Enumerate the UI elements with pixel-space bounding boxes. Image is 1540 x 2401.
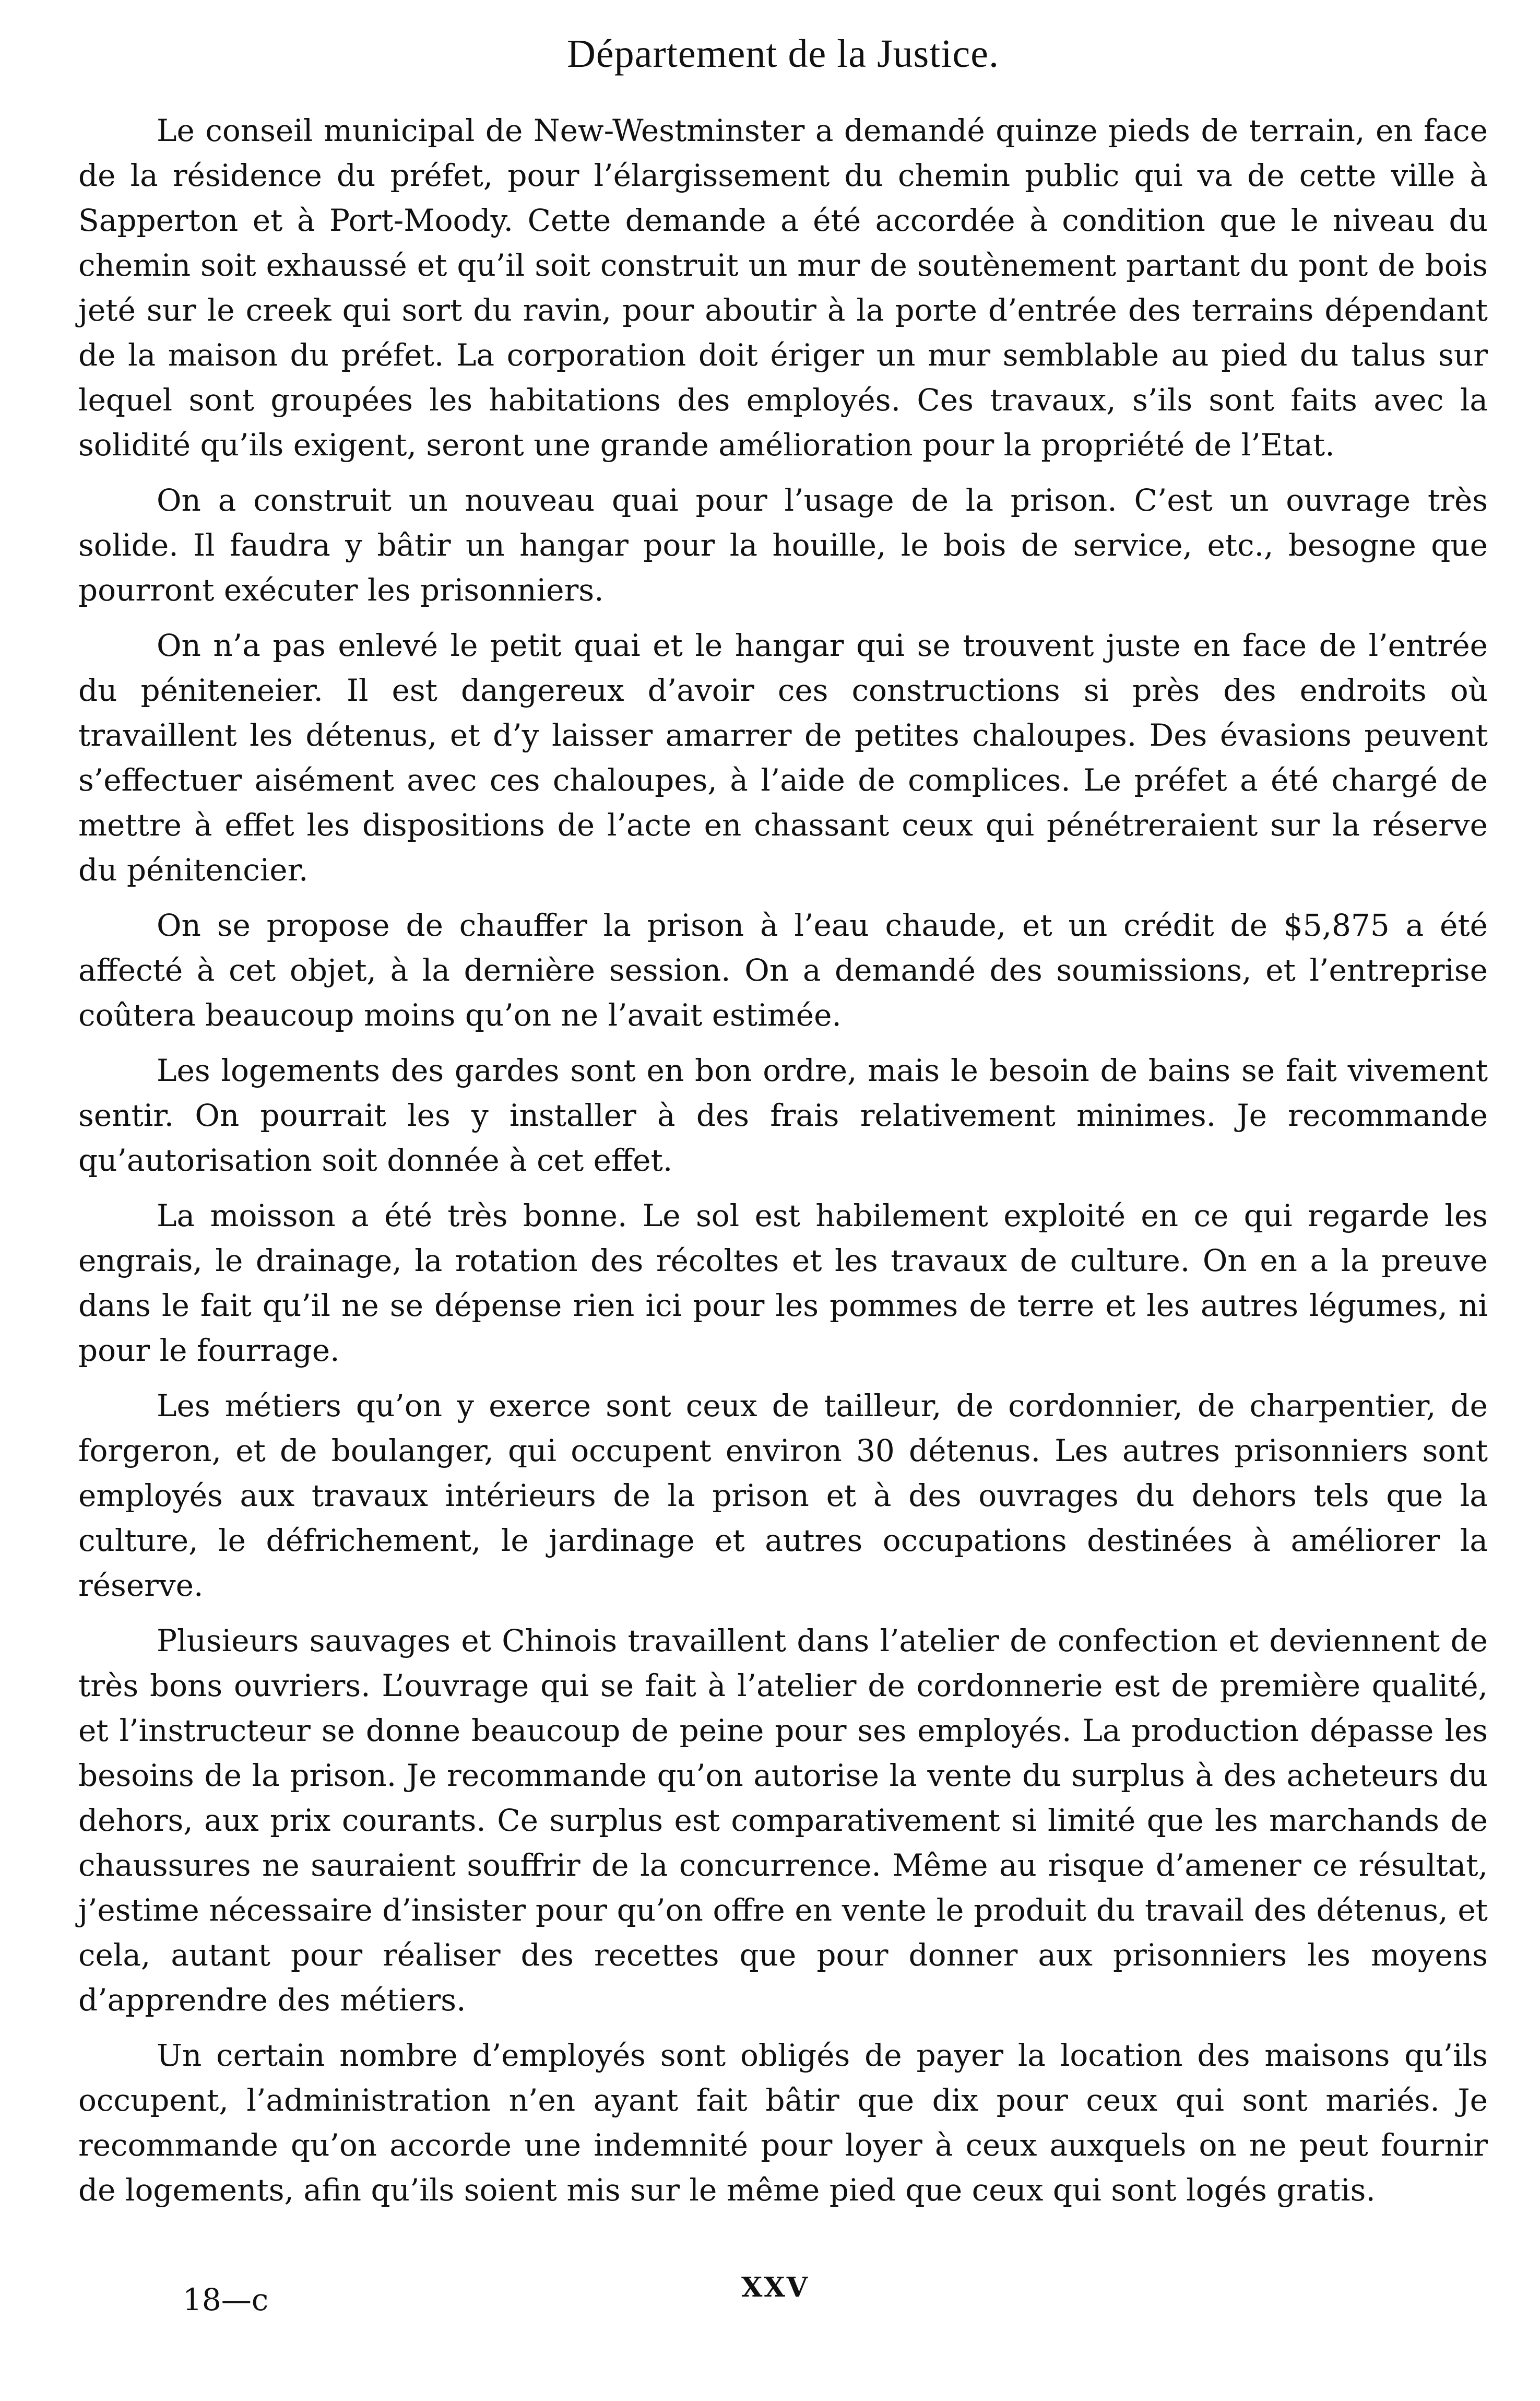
- page-number: XXV: [741, 2271, 810, 2303]
- paragraph-employee-housing: Un certain nombre d’employés sont obligés de payer la location des maisons qu’ils occupent, l’administration n’en ayant fait bâtir que dix pour ceux qui sont mariés. Je recommande qu’on accorde une indemnité pour loyer à ceux auxquels on ne peut fournir de logements, afin qu’ils soient mis sur le même pied que ceux qui sont logés gratis.: [78, 2038, 1488, 2208]
- document-page: [78, 31, 1488, 2317]
- paragraph-trades: Les métiers qu’on y exerce sont ceux de tailleur, de cordonnier, de charpentier, de forgeron, et de boulanger, qui occupent environ 30 détenus. Les autres prisonniers sont employés aux travaux intérieurs de la prison et à des ouvrages du dehors tels que la culture, le défrichement, le jardinage et autres occupations destinées à améliorer la réserve.: [78, 1388, 1488, 1603]
- page-title: Département de la Justice.: [567, 32, 999, 76]
- paragraph-guard-housing: Les logements des gardes sont en bon ordre, mais le besoin de bains se fait vivement sentir. On pourrait les y installer à des frais relativement minimes. Je recommande qu’autorisation soit donnée à cet effet.: [78, 1053, 1488, 1178]
- paragraph-heating: On se propose de chauffer la prison à l’eau chaude, et un crédit de $5,875 a été affecté à cet objet, à la dernière session. On a demandé des soumissions, et l’entreprise coûtera beaucoup moins qu’on ne l’avait estimée.: [78, 908, 1488, 1033]
- signature-mark: 18—c: [183, 2282, 269, 2317]
- page-footer: [78, 2271, 1488, 2376]
- paragraph-workshops: Plusieurs sauvages et Chinois travaillent dans l’atelier de confection et deviennent de très bons ouvriers. L’ouvrage qui se fait à l’atelier de cordonnerie est de première qualité, et l’instructeur se donne beaucoup de peine pour ses employés. La production dépasse les besoins de la prison. Je recommande qu’on autorise la vente du surplus à des acheteurs du dehors, aux prix courants. Ce surplus est comparativement si limité que les marchands de chaussures ne sauraient souffrir de la concurrence. Même au risque d’amener ce résultat, j’estime nécessaire d’insister pour qu’on offre en vente le produit du travail des détenus, et cela, autant pour réaliser des recettes que pour donner aux prisonniers les moyens d’apprendre des métiers.: [78, 1623, 1488, 2018]
- paragraph-old-wharf: On n’a pas enlevé le petit quai et le hangar qui se trouvent juste en face de l’entrée du péniteneier. Il est dangereux d’avoir ces constructions si près des endroits où travaillent les détenus, et d’y laisser amarrer de petites chaloupes. Des évasions peuvent s’effectuer aisément avec ces chaloupes, à l’aide de complices. Le préfet a été chargé de mettre à effet les dispositions de l’acte en chassant ceux qui pénétreraient sur la réserve du pénitencier.: [78, 628, 1488, 888]
- paragraph-new-wharf: On a construit un nouveau quai pour l’usage de la prison. C’est un ouvrage très solide. Il faudra y bâtir un hangar pour la houille, le bois de service, etc., besogne que pourront exécuter les prisonniers.: [78, 482, 1488, 608]
- paragraph-road-widening: Le conseil municipal de New-Westminster a demandé quinze pieds de terrain, en face de la résidence du préfet, pour l’élargissement du chemin public qui va de cette ville à Sapperton et à Port-Moody. Cette demande a été accordée à condition que le niveau du chemin soit exhaussé et qu’il soit construit un mur de soutènement partant du pont de bois jeté sur le creek qui sort du ravin, pour aboutir à la porte d’entrée des terrains dépendant de la maison du préfet. La corporation doit ériger un mur semblable au pied du talus sur lequel sont groupées les habitations des employés. Ces travaux, s’ils sont faits avec la solidité qu’ils exigent, seront une grande amélioration pour la propriété de l’Etat.: [78, 113, 1488, 463]
- paragraph-harvest: La moisson a été très bonne. Le sol est habilement exploité en ce qui regarde les engrais, le drainage, la rotation des récoltes et les travaux de culture. On en a la preuve dans le fait qu’il ne se dépense rien ici pour les pommes de terre et les autres légumes, ni pour le fourrage.: [78, 1198, 1488, 1368]
